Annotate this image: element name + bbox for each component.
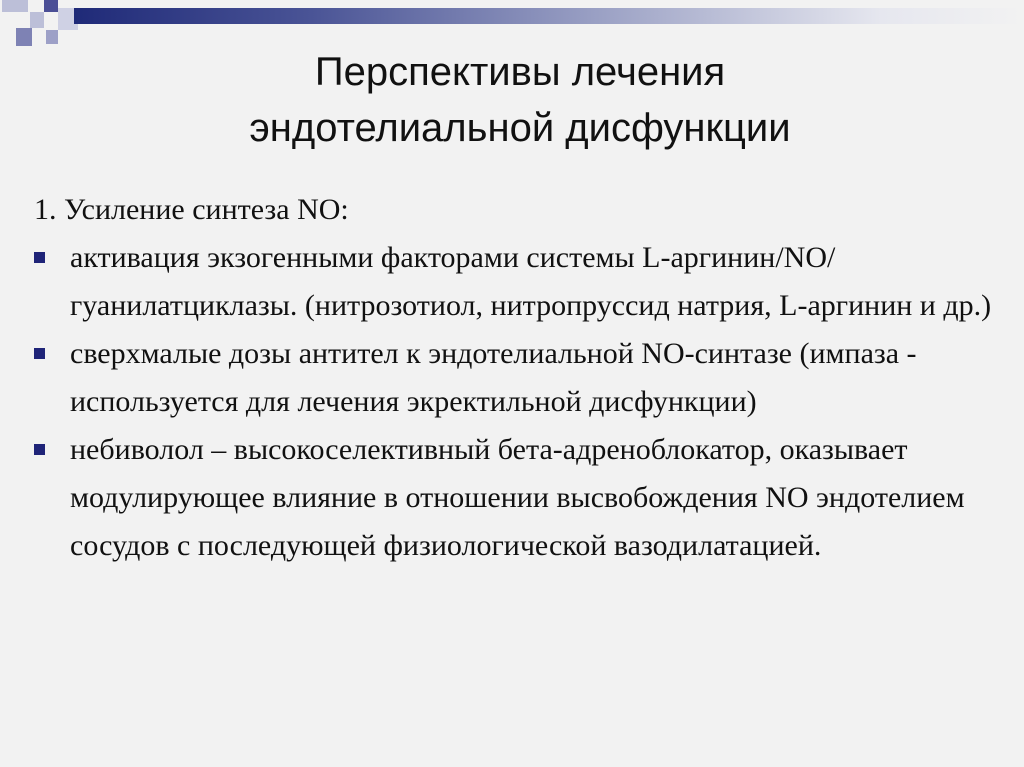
decorative-square [2,0,28,12]
bullet-item [34,330,1014,426]
decorative-square [44,0,58,12]
slide-title [120,44,920,156]
square-bullet-icon [34,348,45,359]
bullet-item [34,234,1014,330]
section-heading: 1. Усиление синтеза NO: [34,193,349,226]
slide-content [34,186,1014,570]
bullet-item [34,426,1014,570]
bullet-text: сверхмалые дозы антител к эндотелиальной NO-синтазе (импаза - используется для лечения экректильной дисфункции) [70,337,917,418]
slide-title-line-2: эндотелиальной дисфункции [249,106,791,150]
header-gradient-bar [74,8,1024,24]
square-bullet-icon [34,252,45,263]
decorative-square [46,30,58,44]
decorative-square [30,12,44,28]
square-bullet-icon [34,444,45,455]
decorative-square [16,28,32,46]
slide-title-line-1: Перспективы лечения [314,50,726,94]
bullet-text: активация экзогенными факторами системы L-аргинин/NO/гуанилатциклазы. (нитрозотиол, нитропруссид натрия, L-аргинин и др.) [70,241,992,322]
bullet-list [34,234,1014,570]
bullet-text: небиволол – высокоселективный бета-адреноблокатор, оказывает модулирующее влияние в отношении высвобождения NO эндотелием сосудов с последующей физиологической вазодилатацией. [70,433,965,562]
